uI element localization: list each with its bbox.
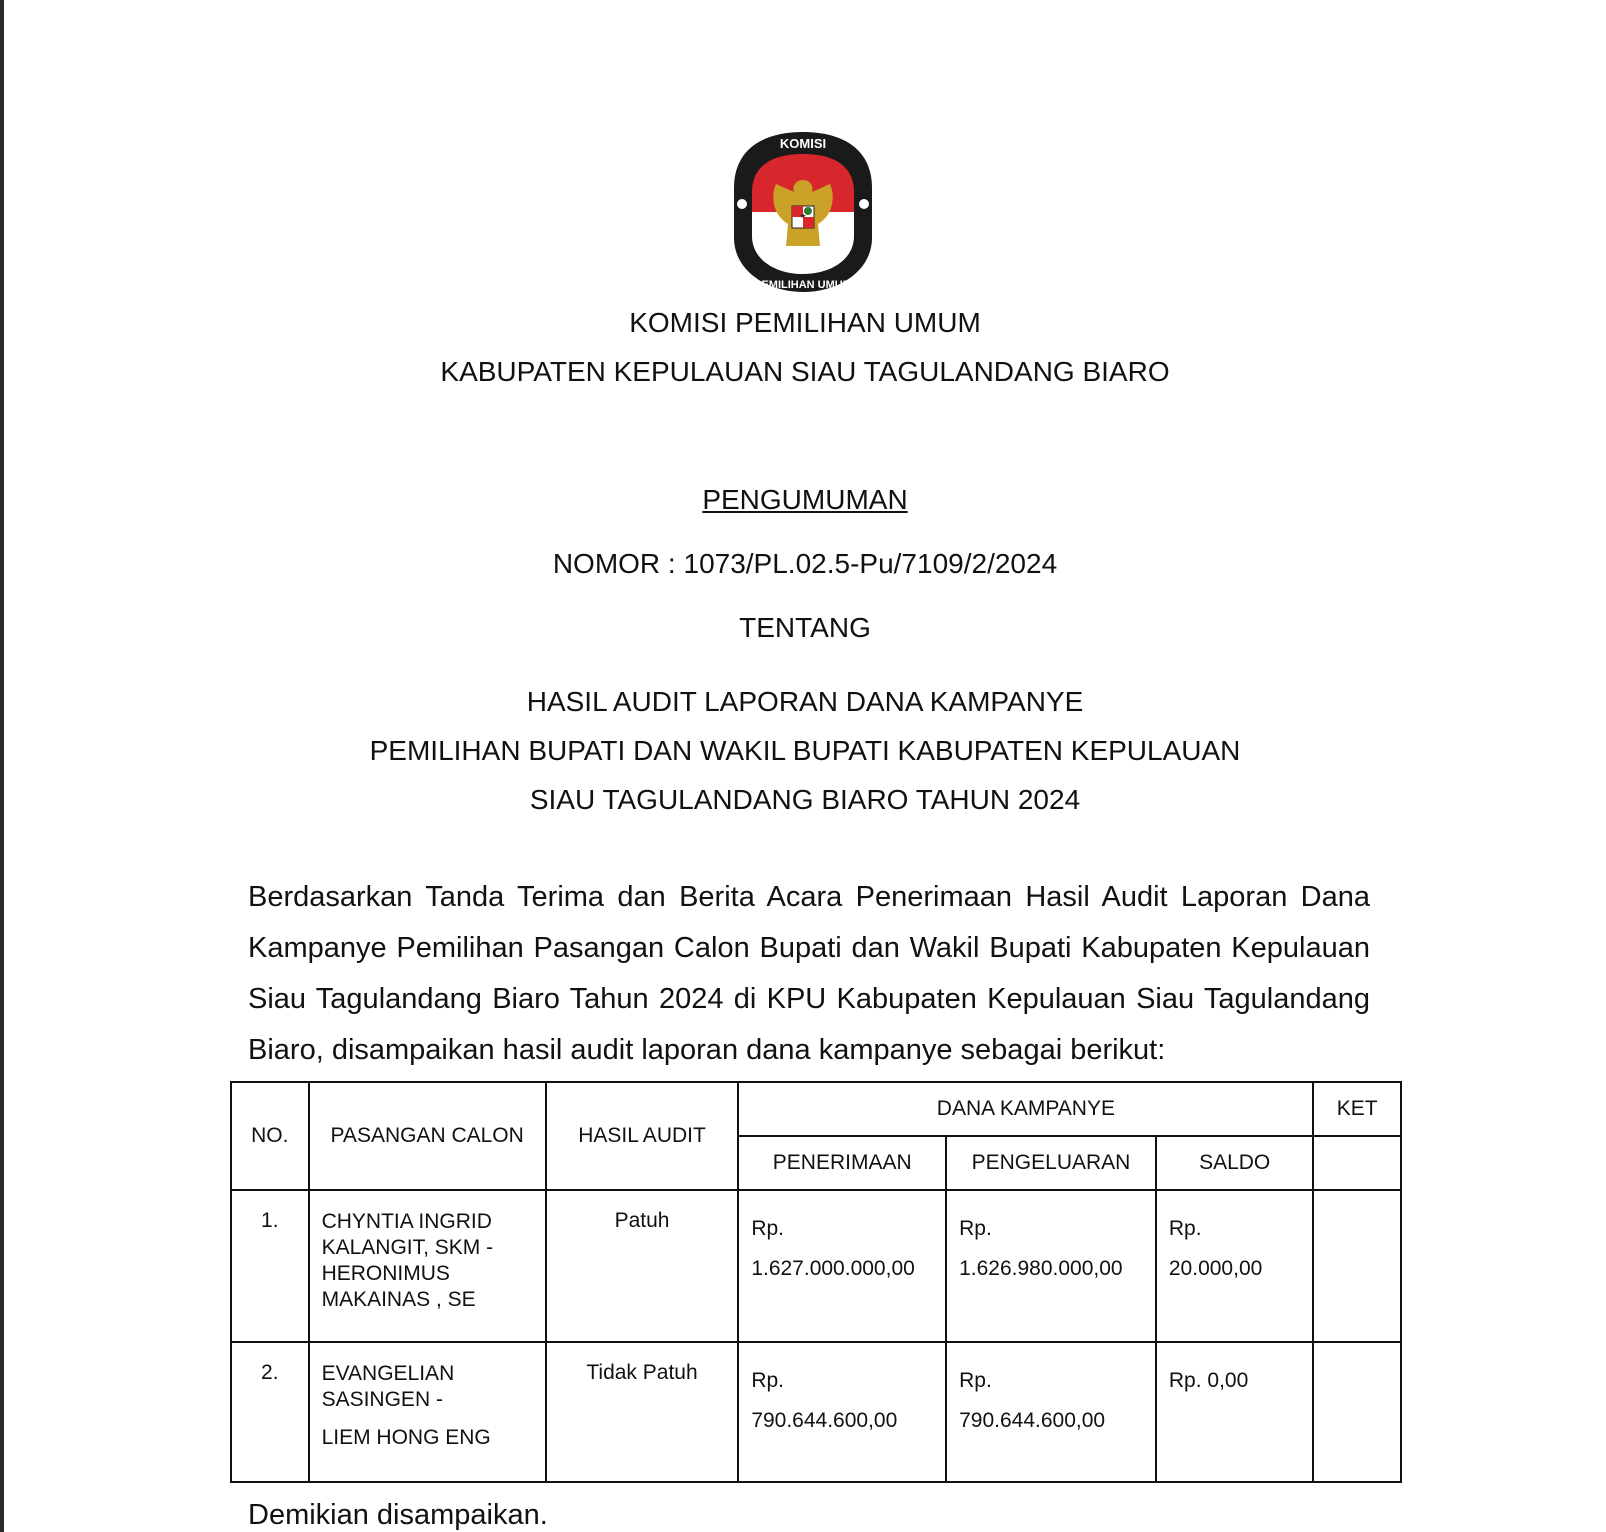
header-pasangan-calon: PASANGAN CALON xyxy=(309,1082,546,1190)
name-line: HERONIMUS xyxy=(321,1262,450,1285)
subject-line-1: HASIL AUDIT LAPORAN DANA KAMPANYE xyxy=(526,686,1084,717)
kpu-emblem-icon xyxy=(726,128,880,296)
org-region: KABUPATEN KEPULAUAN SIAU TAGULANDANG BIARO xyxy=(440,356,1170,387)
cell-saldo xyxy=(1156,1342,1314,1482)
name-line-spacer xyxy=(322,1413,533,1425)
table-row xyxy=(231,1190,1401,1342)
cell-pasangan-calon xyxy=(309,1190,546,1342)
amount: 790.644.600,00 xyxy=(959,1409,1106,1432)
cell-saldo xyxy=(1156,1190,1314,1342)
logo-top-text: KOMISI xyxy=(779,136,827,151)
announcement-about: TENTANG xyxy=(739,612,871,643)
announcement-title-text: PENGUMUMAN xyxy=(702,484,908,515)
amount: 1.627.000.000,00 xyxy=(751,1257,915,1280)
table-header-row xyxy=(231,1082,1401,1136)
cell-pasangan-calon xyxy=(309,1342,546,1482)
amount: 790.644.600,00 xyxy=(751,1409,898,1432)
header-no: NO. xyxy=(231,1082,309,1190)
cell-no: 1. xyxy=(231,1190,309,1342)
name-line: CHYNTIA INGRID xyxy=(321,1210,492,1233)
cell-ket xyxy=(1313,1342,1401,1482)
header-pengeluaran: PENGELUARAN xyxy=(946,1136,1156,1190)
cell-no: 2. xyxy=(231,1342,309,1482)
logo-bottom-text: PEMILIHAN UMUM xyxy=(754,279,852,291)
currency-label: Rp. xyxy=(751,1217,784,1240)
closing-text: Demikian disampaikan. xyxy=(248,1499,548,1531)
name-line: LIEM HONG ENG xyxy=(321,1426,491,1449)
header-hasil-audit: HASIL AUDIT xyxy=(546,1082,739,1190)
cell-pengeluaran xyxy=(946,1190,1156,1342)
header-dana-kampanye: DANA KAMPANYE xyxy=(738,1082,1313,1136)
subject-line-3: SIAU TAGULANDANG BIARO TAHUN 2024 xyxy=(529,784,1081,815)
header-saldo: SALDO xyxy=(1156,1136,1314,1190)
cell-pengeluaran xyxy=(946,1342,1156,1482)
cell-penerimaan xyxy=(738,1342,946,1482)
currency-label: Rp. xyxy=(959,1369,992,1392)
amount: 1.626.980.000,00 xyxy=(959,1257,1123,1280)
header-ket: KET xyxy=(1313,1082,1401,1136)
cell-hasil-audit: Tidak Patuh xyxy=(546,1342,739,1482)
amount: 20.000,00 xyxy=(1168,1257,1263,1280)
name-line: EVANGELIAN xyxy=(321,1362,455,1385)
org-name: KOMISI PEMILIHAN UMUM xyxy=(629,307,981,338)
cell-ket xyxy=(1313,1190,1401,1342)
cell-penerimaan xyxy=(738,1190,946,1342)
subject-line-2: PEMILIHAN BUPATI DAN WAKIL BUPATI KABUPATEN KEPULAUAN xyxy=(369,735,1241,766)
cell-hasil-audit: Patuh xyxy=(546,1190,739,1342)
table-row xyxy=(231,1342,1401,1482)
announcement-number: NOMOR : 1073/PL.02.5-Pu/7109/2/2024 xyxy=(552,548,1058,579)
body-paragraph: Berdasarkan Tanda Terima dan Berita Acara Penerimaan Hasil Audit Laporan Dana Kampanye Pemilihan Pasangan Calon Bupati dan Wakil Bupati Kabupaten Kepulauan Siau Tagulandang Biaro Tahun 2024 di KPU Kabupaten Kepulauan Siau Tagulandang Biaro, disampaikan hasil audit laporan dana kampanye sebagai berikut: xyxy=(248,881,1370,1066)
name-line: SASINGEN - xyxy=(321,1388,443,1411)
name-line: MAKAINAS , SE xyxy=(321,1288,476,1311)
currency-label: Rp. xyxy=(959,1217,992,1240)
header-penerimaan: PENERIMAAN xyxy=(738,1136,946,1190)
currency-label: Rp. xyxy=(1168,1217,1202,1240)
document-page xyxy=(4,0,1606,1532)
audit-table xyxy=(230,1081,1402,1483)
name-line: KALANGIT, SKM - xyxy=(321,1236,494,1259)
header-ket-empty xyxy=(1313,1136,1401,1190)
currency-label: Rp. xyxy=(751,1369,784,1392)
announcement-title xyxy=(4,483,1606,517)
amount: Rp. 0,00 xyxy=(1168,1369,1249,1392)
